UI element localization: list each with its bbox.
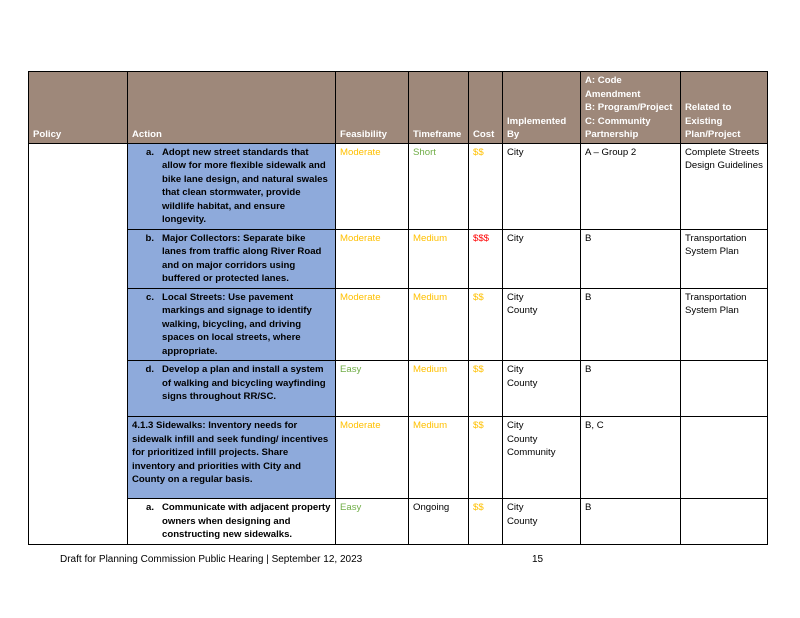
table-row xyxy=(29,143,768,229)
table-row xyxy=(29,288,768,361)
action-text: Develop a plan and install a system of walking and bicycling wayfinding signs throughout RR/SC. xyxy=(162,364,326,402)
action-cell xyxy=(128,499,336,545)
implementer: City xyxy=(507,291,524,303)
action-cell xyxy=(128,143,336,229)
implemented-cell xyxy=(503,417,581,499)
implemented-cell xyxy=(503,499,581,545)
action-cell xyxy=(128,417,336,499)
policy-cell xyxy=(29,143,128,544)
type-cell: A – Group 2 xyxy=(581,143,681,229)
cost-cell: $$ xyxy=(469,361,503,417)
cost-cell: $$$ xyxy=(469,229,503,288)
timeframe-cell: Ongoing xyxy=(409,499,469,545)
table-row xyxy=(29,361,768,417)
implementer: City xyxy=(507,146,524,158)
feasibility-cell: Moderate xyxy=(336,417,409,499)
cost-cell: $$ xyxy=(469,417,503,499)
page-footer: Draft for Planning Commission Public Hearing | September 12, 2023 xyxy=(60,554,363,565)
header-cost: Cost xyxy=(469,72,503,144)
related-cell xyxy=(681,417,768,499)
header-action: Action xyxy=(128,72,336,144)
implementer: Community xyxy=(507,447,556,458)
item-label: a. xyxy=(145,146,154,158)
header-policy: Policy xyxy=(29,72,128,144)
header-type xyxy=(581,72,681,144)
type-cell: B, C xyxy=(581,417,681,499)
header-feasibility: Feasibility xyxy=(336,72,409,144)
timeframe-cell: Short xyxy=(409,143,469,229)
implemented-cell xyxy=(503,229,581,288)
item-label: b. xyxy=(145,232,154,244)
action-text: Adopt new street standards that allow for more flexible sidewalk and bike lane design, and natural swales that clean stormwater, provide wildlife habitat, and ensure longevity. xyxy=(162,146,328,225)
type-cell: B xyxy=(581,229,681,288)
related-cell: Transportation System Plan xyxy=(681,229,768,288)
page-number: 15 xyxy=(532,554,544,565)
header-timeframe: Timeframe xyxy=(409,72,469,144)
implemented-cell xyxy=(503,143,581,229)
related-cell: Complete Streets Design Guidelines xyxy=(681,143,768,229)
related-cell xyxy=(681,361,768,417)
related-cell: Transportation System Plan xyxy=(681,288,768,361)
header-row xyxy=(29,72,768,144)
feasibility-cell: Easy xyxy=(336,361,409,417)
item-label: d. xyxy=(145,364,154,375)
feasibility-cell: Moderate xyxy=(336,143,409,229)
type-cell: B xyxy=(581,361,681,417)
feasibility-cell: Moderate xyxy=(336,288,409,361)
implementer: County xyxy=(507,433,538,445)
policy-action-table xyxy=(28,71,768,545)
header-related: Related to Existing Plan/Project xyxy=(681,72,768,144)
header-type-line: C: Community Partnership xyxy=(585,115,651,140)
cost-cell: $$ xyxy=(469,499,503,545)
type-cell: B xyxy=(581,288,681,361)
timeframe-cell: Medium xyxy=(409,417,469,499)
implementer: City xyxy=(507,232,524,244)
header-implemented-by: Implemented By xyxy=(503,72,581,144)
item-label: c. xyxy=(145,291,154,303)
implementer: City xyxy=(507,364,524,375)
action-cell xyxy=(128,229,336,288)
implementer: City xyxy=(507,502,524,513)
timeframe-cell: Medium xyxy=(409,361,469,417)
table-row xyxy=(29,229,768,288)
action-cell xyxy=(128,288,336,361)
action-cell xyxy=(128,361,336,417)
policy-text: 4.1.3 Sidewalks: Inventory needs for sidewalk infill and seek funding/ incentives for prioritized infill projects. Share inventory and priorities with City and County on a regular basis. xyxy=(132,420,329,485)
action-text: Local Streets: Use pavement markings and signage to identify walking, bicycling, and driving spaces on local streets, where appropriate. xyxy=(162,291,312,357)
implemented-cell xyxy=(503,361,581,417)
implementer: County xyxy=(507,305,538,316)
timeframe-cell: Medium xyxy=(409,229,469,288)
implementer: County xyxy=(507,515,538,527)
action-text: Major Collectors: Separate bike lanes from traffic along River Road and on major corridors using buffered or protected lanes. xyxy=(162,232,322,284)
action-text: Communicate with adjacent property owners when designing and constructing new sidewalks. xyxy=(162,502,331,540)
related-cell xyxy=(681,499,768,545)
cost-cell: $$ xyxy=(469,143,503,229)
implemented-cell xyxy=(503,288,581,361)
table-row xyxy=(29,499,768,545)
item-label: a. xyxy=(145,502,154,513)
timeframe-cell: Medium xyxy=(409,288,469,361)
implementer: City xyxy=(507,420,524,431)
cost-cell: $$ xyxy=(469,288,503,361)
table-row xyxy=(29,417,768,499)
header-type-line: A: Code Amendment xyxy=(585,75,641,100)
header-type-line: B: Program/Project xyxy=(585,102,673,113)
feasibility-cell: Easy xyxy=(336,499,409,545)
implementer: County xyxy=(507,377,538,389)
feasibility-cell: Moderate xyxy=(336,229,409,288)
type-cell: B xyxy=(581,499,681,545)
